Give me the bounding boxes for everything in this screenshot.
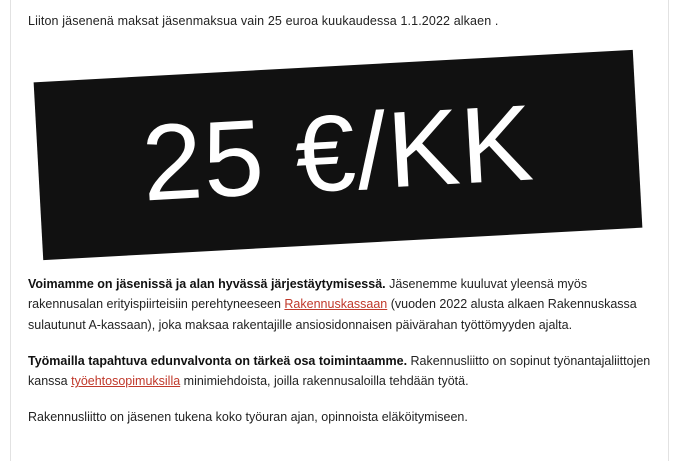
- paragraph-advocacy: [28, 351, 651, 392]
- price-banner-container: [28, 44, 651, 266]
- document-content: [28, 0, 651, 428]
- price-banner-text: 25 €/KK: [138, 81, 537, 224]
- paragraph-advocacy-text-after-link: minimiehdoista, joilla rakennusaloilla tehdään työtä.: [180, 374, 469, 389]
- right-column-rule: [668, 0, 669, 461]
- paragraph-membership-text-before-link: Jäsenemme kuuluvat yleensä myös rakennusalan erityispiirteisiin perehtyneeseen: [28, 277, 588, 312]
- paragraph-advocacy-lead: Työmailla tapahtuva edunvalvonta on tärkeä osa toimintaamme.: [28, 353, 408, 368]
- paragraph-membership: [28, 274, 651, 335]
- left-column-rule: [10, 0, 11, 461]
- link-tyoehtosopimuksilla[interactable]: työehtosopimuksilla: [71, 374, 181, 389]
- paragraph-membership-text-after-link: (vuoden 2022 alusta alkaen Rakennuskassa sulautunut A-kassaan), joka maksaa rakentajille ansiosidonnaisen päivärahan työttömyyden ajalta.: [28, 297, 637, 332]
- paragraph-closing: Rakennusliitto on jäsenen tukena koko työuran ajan, opinnoista eläköitymiseen.: [28, 410, 468, 425]
- paragraph-advocacy-text-before-link: Rakennusliitto on sopinut työnantajaliittojen kanssa: [28, 353, 651, 389]
- intro-paragraph: Liiton jäsenenä maksat jäsenmaksua vain 25 euroa kuukaudessa 1.1.2022 alkaen .: [28, 14, 499, 28]
- paragraph-membership-lead: Voimamme on jäsenissä ja alan hyvässä järjestäytymisessä.: [28, 277, 386, 292]
- link-rakennuskassaan[interactable]: Rakennuskassaan: [284, 297, 388, 312]
- price-banner: [34, 50, 643, 260]
